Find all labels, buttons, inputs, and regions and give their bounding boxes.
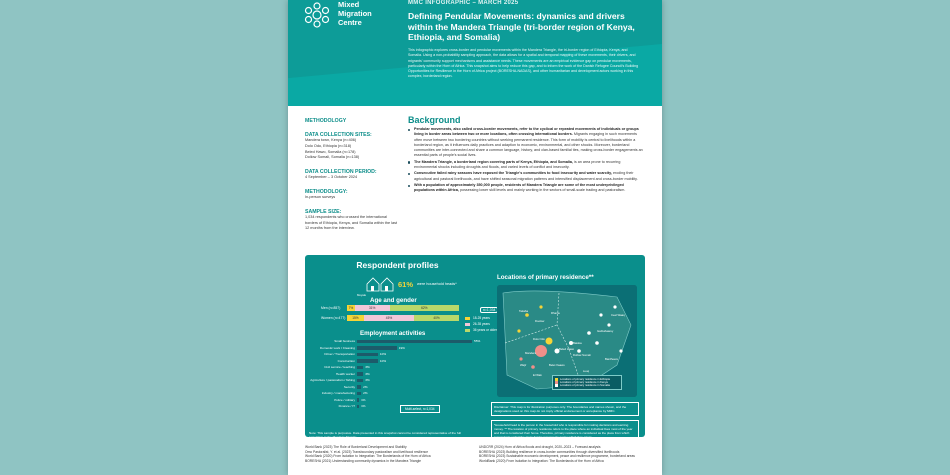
employment-label: Construction — [337, 358, 355, 363]
sample-heading: SAMPLE SIZE: — [305, 208, 342, 215]
map-place-label: Rhamu — [551, 311, 561, 315]
references — [305, 445, 645, 463]
employment-value: 3% — [365, 365, 370, 369]
employment-value: 3% — [365, 378, 370, 382]
bullet-text: is an area prone to recurring environmental shocks including droughts and floods, and varied levels of conflict and insecurity. — [414, 159, 621, 170]
map-place-label: Moyale — [357, 293, 367, 297]
household-heads-pct: 61% — [398, 280, 414, 289]
age-bar-segment: 7% — [348, 306, 354, 310]
reference-item: World Bank (2020) From Isolation to Integration: The Borderlands of the Horn of Africa — [305, 454, 431, 459]
multi-select-note: Multi-select, n=1,034 — [400, 405, 440, 413]
map-place-label: Garbahaarey — [597, 329, 614, 333]
reference-item: WorldBank (2020) From Isolation to Integration: The Borderlands of the Horn of Africa — [479, 458, 604, 463]
sample-text: 1,034 respondents who crossed the international borders of Ethiopia, Kenya, and Somalia within the last 12 months from the interview. — [305, 214, 398, 231]
employment-bar — [357, 398, 359, 402]
employment-value: 2% — [363, 391, 368, 395]
profiles-title: Respondent profiles — [356, 260, 439, 270]
employment-label: Domestic work / Cleaning — [319, 345, 355, 350]
employment-bar — [357, 359, 378, 363]
background-section — [408, 115, 643, 195]
map-place-label: Doolow — [535, 319, 545, 323]
reference-item: Omo Pastoralist, Y. et al. (2023) Transboundary pastoralism and livelihood resilience — [305, 449, 429, 454]
map-place-label: Belet Xaawo — [549, 363, 565, 367]
document-title: Defining Pendular Movements: dynamics and drivers within the Mandera Triangle (tri-border region of Kenya, Ethiopia, and Somalia) — [408, 11, 635, 42]
employment-bar — [357, 405, 359, 409]
house-icon — [365, 276, 395, 292]
legend-swatch — [555, 384, 558, 387]
site-item: Dollow Somali, Somalia (n=138) — [305, 155, 360, 160]
respondent-profiles-panel — [305, 255, 645, 440]
employment-bar — [357, 372, 363, 376]
background-bullet — [408, 160, 643, 171]
employment-label: Industry / manufacturing — [321, 391, 355, 395]
employment-label: Civil service / teaching — [324, 365, 355, 369]
org-name — [338, 0, 372, 27]
background-bullet — [408, 183, 643, 194]
map-place-label: Mandera — [525, 351, 537, 355]
employment-value: 1% — [361, 404, 366, 408]
employment-bar — [357, 340, 472, 344]
age-bar-segment: 40% — [414, 315, 459, 321]
map-place-label: Baidoa — [573, 341, 582, 345]
legend-label: 36 years or older — [473, 328, 497, 332]
bullet-bold: Consecutive failed rainy seasons have exposed the Triangle's communities to food insecurity and water scarcity, — [414, 171, 612, 176]
map-place-label: Bardheere — [605, 357, 619, 361]
employment-value: 2% — [363, 384, 368, 389]
profiles-footnote: *Household head is the person in the household who is responsible for making decisions and earning money. ** The location of primary residence refers to the place where an individual lives most of the year and that is considered their home. Therefore, primary residence is considered as the place from which respondents undertake cross-border movements and to which they return. — [491, 420, 639, 442]
household-heads-label: were household heads* — [417, 282, 457, 286]
employment-bar — [357, 346, 397, 350]
org-name-line2: Migration — [338, 9, 372, 18]
bullet-bold: The Mandera Triangle, a borderland region covering parts of Kenya, Ethiopia, and Somalia, — [414, 159, 574, 164]
map-place-label: Beled Hawo — [559, 347, 575, 351]
employment-value: 3% — [365, 371, 370, 376]
locations-heading: Locations of primary residence** — [497, 274, 594, 281]
method-heading: METHODOLOGY: — [305, 188, 348, 195]
site-item: Mandera town, Kenya (n=406) — [305, 138, 357, 142]
employment-label: Finance / IT — [338, 404, 355, 408]
map-legend — [552, 375, 622, 390]
map-place-label: Luuq — [583, 369, 590, 373]
age-bar-segment: 62% — [390, 305, 459, 311]
employment-label: Driver / Transportation — [324, 352, 355, 356]
map-place-label: Takaba — [519, 309, 529, 313]
site-item: Beled Hawo, Somalia (n=178) — [305, 149, 356, 154]
employment-label: Agriculture / pastoralism / fishing — [310, 378, 355, 382]
employment-label: Small business — [334, 339, 355, 343]
site-item: Dolo Odo, Ethiopia (n=318) — [305, 143, 352, 148]
bullet-bold: Pendular movements, also called cross-border movements, refer to the cyclical or repeated movements of individuals or groups living in border areas between two or more locations, often crossing international borders. — [414, 127, 639, 137]
map-place-label: El Wak — [533, 373, 542, 377]
employment-bar — [357, 392, 361, 396]
legend-swatch — [465, 317, 470, 320]
infographic-document — [288, 0, 662, 475]
sample-note: Note: This sample is purposive. Data presented in this snapshot cannot be considered representative of the full population in the Mandera Triangle. — [309, 431, 461, 440]
methodology-heading: METHODOLOGY — [305, 118, 347, 124]
age-gender-chart — [321, 305, 461, 325]
map-legend-item — [555, 384, 619, 387]
references-col2 — [479, 445, 645, 463]
legend-label: Locations of primary residence in Ethiopia — [560, 378, 610, 381]
age-sample-size: n=1,034 — [480, 307, 498, 313]
publication-kicker: MMC INFOGRAPHIC – MARCH 2025 — [408, 0, 519, 6]
employment-chart — [310, 338, 490, 410]
employment-bar — [357, 366, 363, 370]
age-stacked-bar — [347, 315, 459, 321]
org-name-line1: Mixed — [338, 0, 360, 9]
legend-label: Locations of primary residence in Somalia — [560, 384, 610, 387]
map-place-label: Dollow Somali — [573, 353, 591, 357]
legend-label: 26-35 years — [473, 322, 490, 326]
period-heading: DATA COLLECTION PERIOD: — [305, 169, 377, 176]
legend-label: Locations of primary residence in Kenya — [560, 381, 608, 384]
references-col1 — [305, 445, 471, 463]
background-list — [408, 127, 643, 194]
map-place-label: Wajir — [520, 363, 527, 367]
org-name-line3: Centre — [338, 18, 362, 27]
background-bullet — [408, 127, 643, 159]
background-bullet — [408, 171, 643, 182]
age-stacked-bar — [347, 305, 459, 311]
background-heading: Background — [408, 115, 461, 125]
reference-item: BORESHA (2023) Building resilience in cross-border communities through diversified livelihoods — [479, 449, 620, 454]
employment-label: Police / military — [334, 397, 355, 402]
mmc-logo-icon — [302, 0, 332, 30]
legend-swatch — [465, 329, 470, 332]
period-text: 4 September – 3 October 2024 — [305, 175, 358, 180]
employment-label: Health worker — [335, 371, 355, 376]
residence-map — [497, 285, 637, 397]
age-row-label: Women (n=477) — [321, 316, 346, 320]
employment-heading: Employment activities — [360, 330, 426, 337]
employment-value: 10% — [379, 358, 387, 363]
bullet-text: eroding their agricultural and pastoral livelihoods, and have shifted seasonal migration patterns and intensified displacement and cross-border mobility. — [414, 171, 638, 181]
methodology-sidebar — [305, 115, 400, 232]
reference-item: UNDCRR (2024) Horn of Africa floods and drought, 2020–2023 – Forecast analysis — [479, 445, 601, 449]
map-place-label: Dolo Odo — [533, 337, 545, 341]
map-disclaimer: Disclaimer: This map is for illustration purposes only. The boundaries and names shown, and the designations used on this map do not imply official endorsement or acceptance by MMC. — [491, 402, 639, 416]
age-bar-segment: 15% — [347, 315, 364, 321]
reference-item: BORESHA (2023) Sustainable economic development, peace and resilience programme, borderland areas — [479, 454, 635, 459]
legend-label: 18-25 years — [473, 316, 490, 320]
employment-value: 55% — [474, 339, 481, 343]
employment-label: Security — [343, 384, 355, 389]
age-gender-row — [321, 315, 461, 321]
map-place-label: Ceel Waaq — [611, 313, 625, 317]
age-bar-segment: 31% — [355, 305, 390, 311]
intro-text: This infographic explores cross-border and pendular movements within the Mandera Triangle, the tri-border region of Ethiopia, Kenya, and Somalia. Using a non-probability sampling approach, the data allows for a spatial and temporal mapping of these movements, their drivers, and migrants' community support mechanisms and assistance needs. These movements are an empirical evidence gap on pendular movements, particularly within the Horn of Africa. This snapshot aims to help reduce this gap, and to inform the work of the Danish Refugee Council's Building Opportunities for Resilience in the Horn of Africa project (BORESHA-NADAS), and other humanitarian and development actors working in this complex, borderland region. — [408, 48, 639, 79]
employment-bar — [357, 379, 363, 383]
employment-value: 10% — [379, 352, 387, 356]
age-gender-row — [321, 305, 461, 311]
bullet-text: Migrants engaging in such movements often move between two bordering countries without seeking permanent residence. This form of mobility is central to livelihoods within a borderland region, as it influences daily practices and adaption to economic, environmental, and other shocks. Moreover, borderland communities are inter-connected and share a common language, history, and clan-based familial ties, making cross-border engagements an essential parts of people's social lives. — [414, 132, 643, 158]
method-text: In-person surveys — [305, 194, 336, 199]
legend-swatch — [465, 323, 470, 326]
age-bar-segment: 45% — [364, 315, 414, 321]
reference-item: World Bank (2023) The Role of Borderland Development and Stability — [305, 445, 407, 449]
bullet-bold: With a population of approximately 350,000 people, residents of Mandera Triangle are some of the most underprivileged populations within Africa, — [414, 182, 624, 193]
employment-bar — [357, 385, 361, 389]
sites-heading: DATA COLLECTION SITES: — [305, 132, 372, 138]
employment-value: 1% — [361, 397, 366, 402]
bullet-text: possessing lower skill levels and mainly working in the sectors of small-scale trading and pastoralism. — [458, 188, 626, 193]
employment-value: 19% — [398, 345, 405, 350]
reference-item: BORESHA (2021) Understanding community dynamics in the Mandera Triangle — [305, 458, 421, 463]
age-row-label: Men (n=857) — [321, 306, 341, 310]
employment-bar — [357, 353, 378, 357]
age-gender-heading: Age and gender — [370, 297, 417, 304]
